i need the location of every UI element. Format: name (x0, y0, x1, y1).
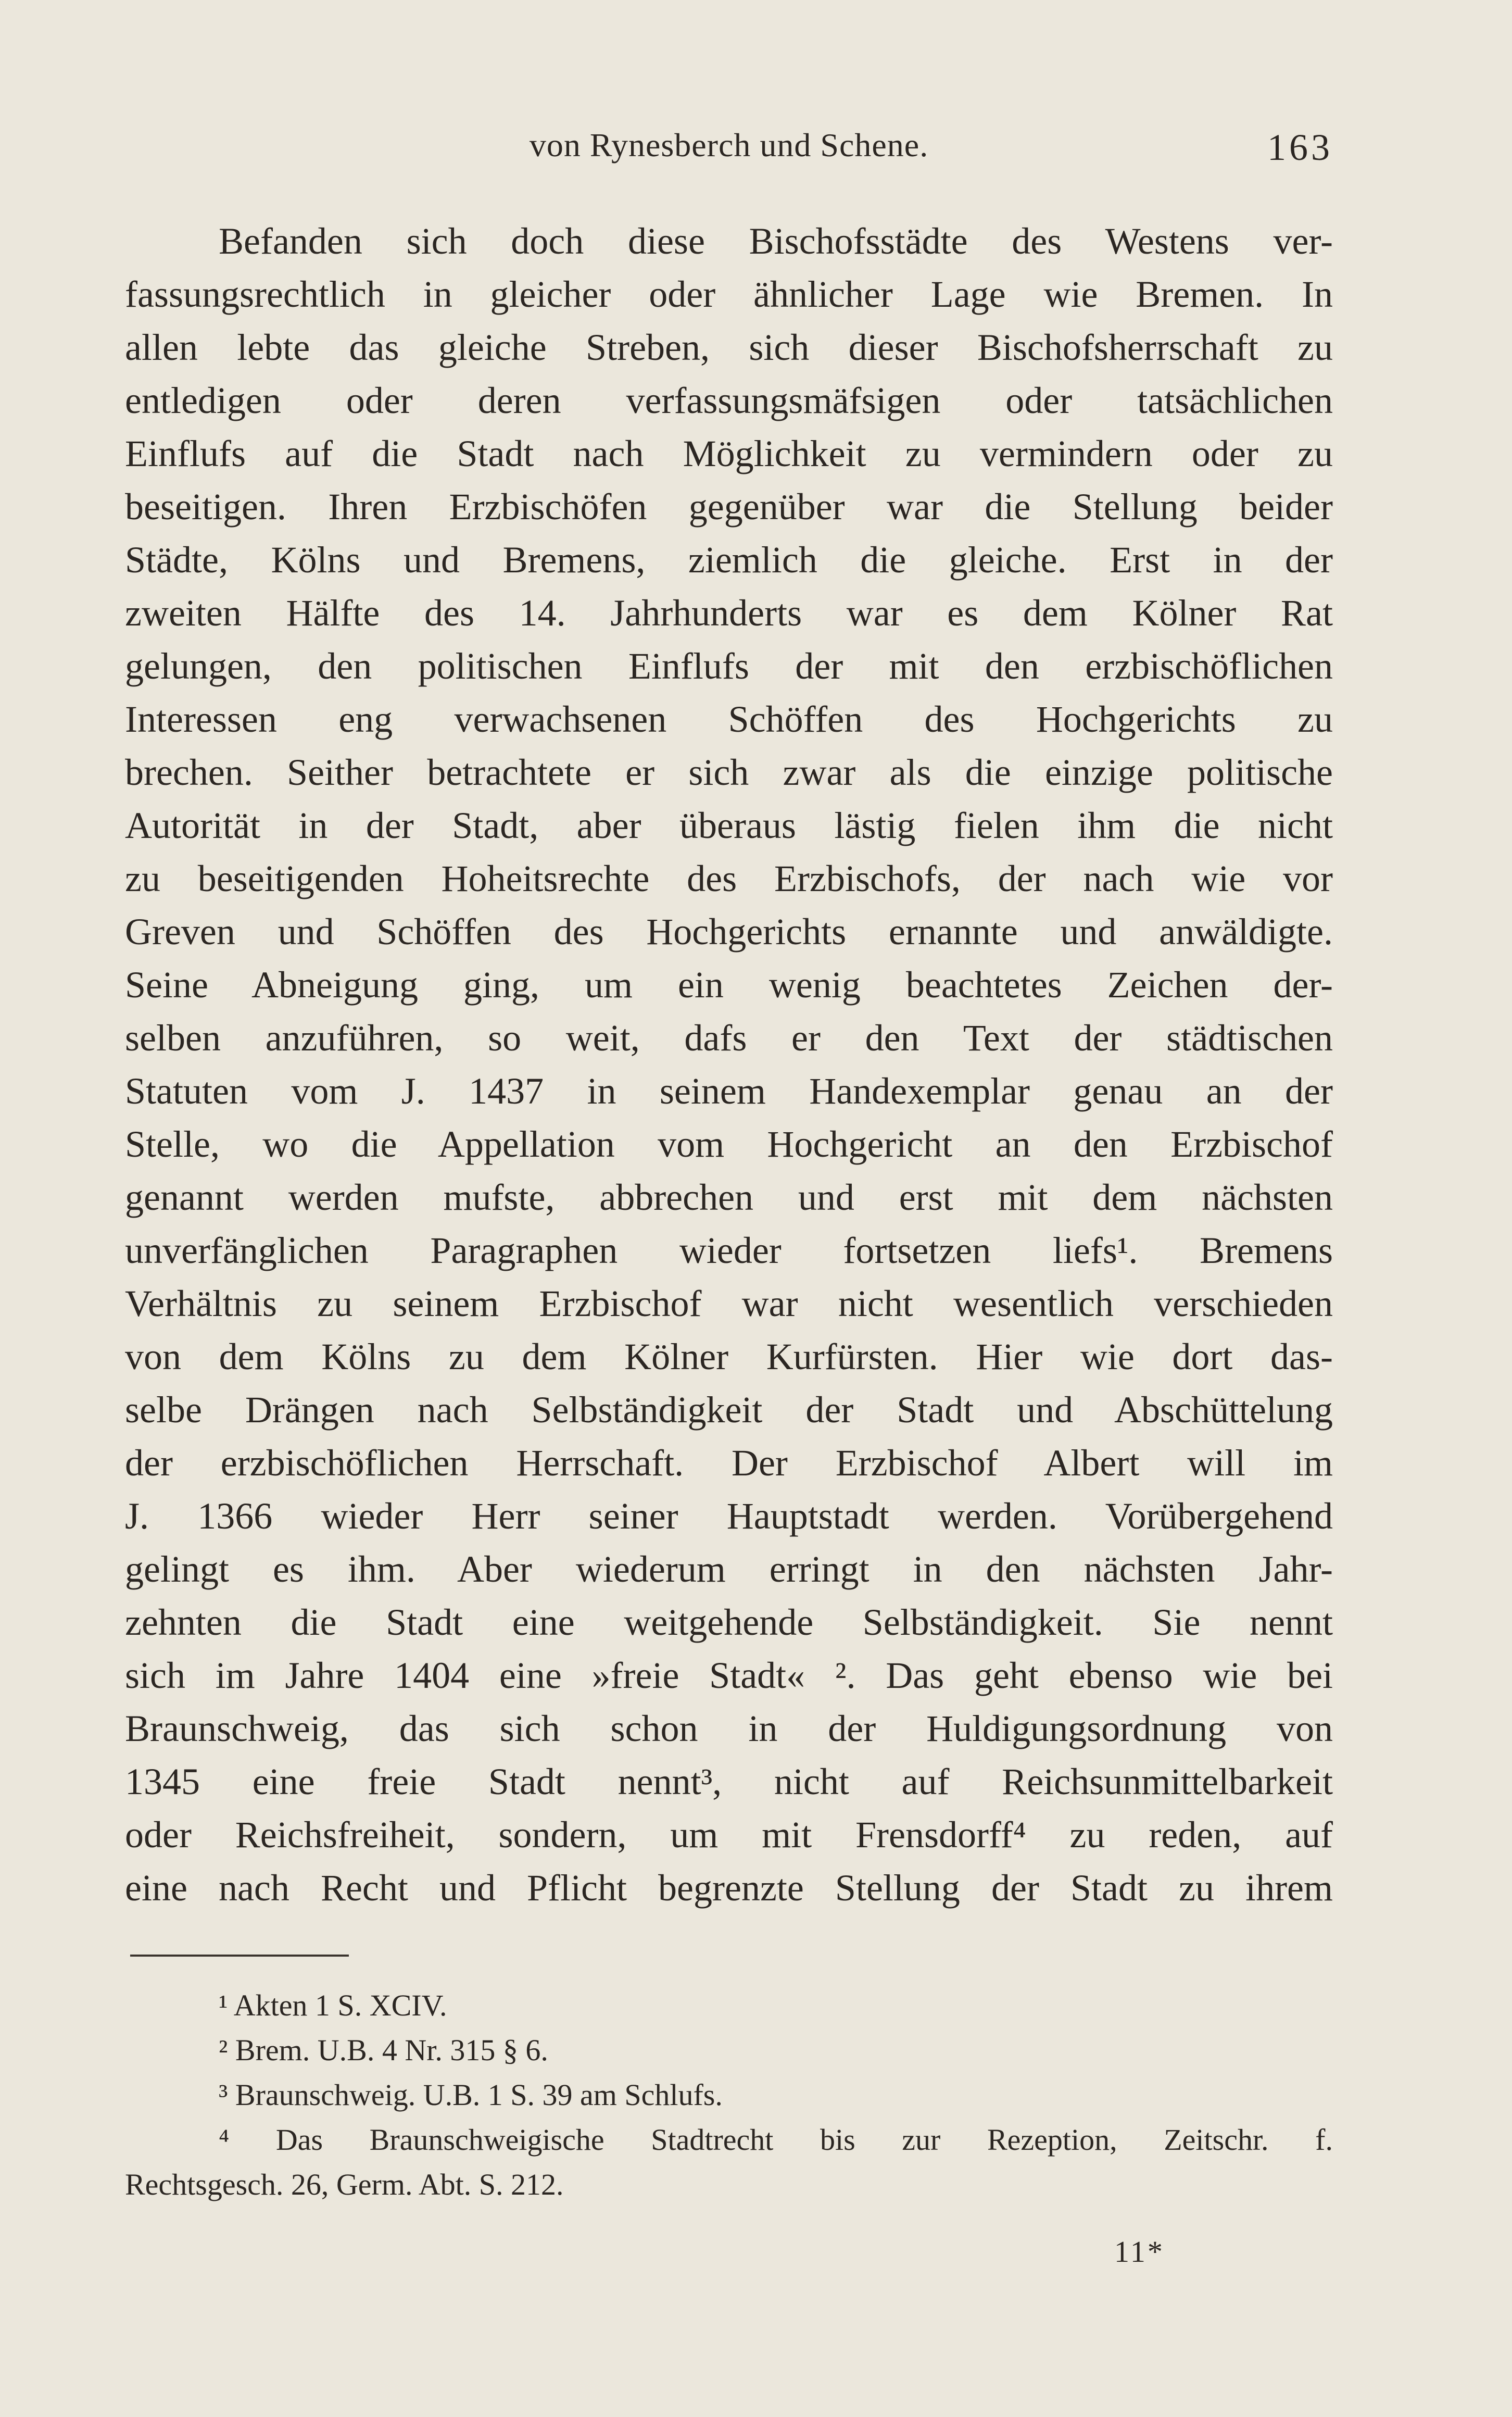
footnote: ¹ Akten 1 S. XCIV. (219, 1988, 447, 2022)
footnote-rule (130, 1955, 349, 1957)
text-line: selben anzuführen, so weit, dafs er den Text der städtischen (125, 1017, 1333, 1059)
text-line: gelingt es ihm. Aber wiederum erringt in den nächsten Jahr- (125, 1548, 1333, 1590)
signature-mark: 11* (1114, 2235, 1165, 2269)
text-line: Braunschweig, das sich schon in der Huldigungsordnung von (125, 1708, 1333, 1749)
footnote: ² Brem. U.B. 4 Nr. 315 § 6. (219, 2033, 548, 2067)
text-line: beseitigen. Ihren Erzbischöfen gegenüber war die Stellung beider (125, 486, 1333, 528)
page-number: 163 (1267, 127, 1333, 168)
text-line: oder Reichsfreiheit, sondern, um mit Frensdorff⁴ zu reden, auf (125, 1814, 1333, 1856)
text-line: gelungen, den politischen Einflufs der mit den erzbischöflichen (125, 645, 1333, 687)
text-line: entledigen oder deren verfassungsmäfsigen oder tatsächlichen (125, 380, 1333, 421)
text-line: Befanden sich doch diese Bischofsstädte des Westens ver- (219, 220, 1333, 262)
text-line: Greven und Schöffen des Hochgerichts ernannte und anwäldigte. (125, 911, 1333, 953)
text-line: der erzbischöflichen Herrschaft. Der Erzbischof Albert will im (125, 1442, 1333, 1484)
text-line: Städte, Kölns und Bremens, ziemlich die gleiche. Erst in der (125, 539, 1333, 581)
footnote: ³ Braunschweig. U.B. 1 S. 39 am Schlufs. (219, 2078, 723, 2112)
text-line: sich im Jahre 1404 eine »freie Stadt« ². Das geht ebenso wie bei (125, 1655, 1333, 1696)
text-line: 1345 eine freie Stadt nennt³, nicht auf Reichsunmittelbarkeit (125, 1761, 1333, 1802)
footnote-continuation: Rechtsgesch. 26, Germ. Abt. S. 212. (125, 2168, 564, 2201)
text-line: allen lebte das gleiche Streben, sich dieser Bischofsherrschaft zu (125, 327, 1333, 368)
text-line: zu beseitigenden Hoheitsrechte des Erzbischofs, der nach wie vor (125, 858, 1333, 899)
text-line: zehnten die Stadt eine weitgehende Selbständigkeit. Sie nennt (125, 1601, 1333, 1643)
text-line: Stelle, wo die Appellation vom Hochgericht an den Erzbischof (125, 1123, 1333, 1165)
text-line: genannt werden mufste, abbrechen und erst mit dem nächsten (125, 1176, 1333, 1218)
text-line: J. 1366 wieder Herr seiner Hauptstadt werden. Vorübergehend (125, 1495, 1333, 1537)
footnotes (125, 1983, 1333, 2207)
text-line: brechen. Seither betrachtete er sich zwar als die einzige politische (125, 752, 1333, 793)
text-line: Autorität in der Stadt, aber überaus lästig fielen ihm die nicht (125, 805, 1333, 846)
text-line: Statuten vom J. 1437 in seinem Handexemplar genau an der (125, 1070, 1333, 1112)
text-line: Seine Abneigung ging, um ein wenig beachtetes Zeichen der- (125, 964, 1333, 1006)
page-header (125, 121, 1333, 168)
footnote: ⁴ Das Braunschweigische Stadtrecht bis zur Rezeption, Zeitschr. f. (219, 2123, 1333, 2157)
text-line: fassungsrechtlich in gleicher oder ähnlicher Lage wie Bremen. In (125, 273, 1333, 315)
text-line: Einflufs auf die Stadt nach Möglichkeit zu vermindern oder zu (125, 433, 1333, 474)
body-text (125, 215, 1333, 1914)
text-line: Verhältnis zu seinem Erzbischof war nicht wesentlich verschieden (125, 1283, 1333, 1324)
text-line: zweiten Hälfte des 14. Jahrhunderts war es dem Kölner Rat (125, 592, 1333, 634)
text-line: unverfänglichen Paragraphen wieder fortsetzen liefs¹. Bremens (125, 1230, 1333, 1271)
text-line: selbe Drängen nach Selbständigkeit der Stadt und Abschüttelung (125, 1389, 1333, 1431)
text-line: eine nach Recht und Pflicht begrenzte Stellung der Stadt zu ihrem (125, 1867, 1333, 1909)
text-line: von dem Kölns zu dem Kölner Kurfürsten. Hier wie dort das- (125, 1336, 1333, 1377)
running-head: von Rynesberch und Schene. (529, 127, 929, 164)
text-line: Interessen eng verwachsenen Schöffen des Hochgerichts zu (125, 698, 1333, 740)
